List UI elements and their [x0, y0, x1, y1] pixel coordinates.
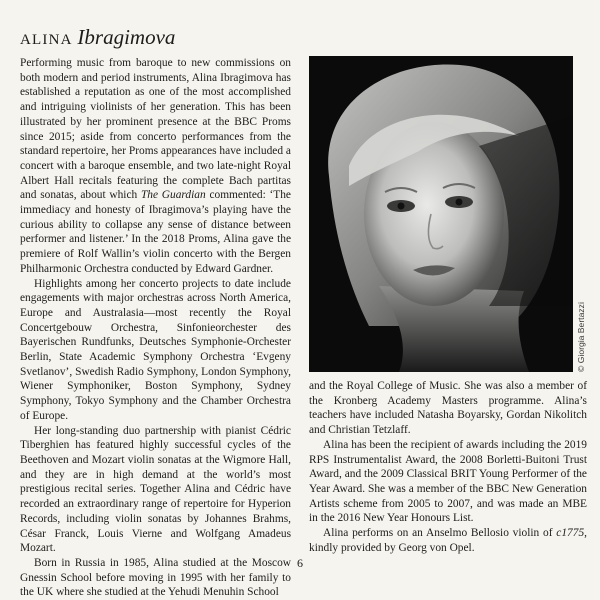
paragraph-2: Highlights among her concerto projects to date include engagements with major orchestras across North America, Europe and Australasia—most recently the Royal Concertgebouw Orchestra, Sinfonieorchester des Bayerischen Rundfunks, Deutsches Symphonie-Orchester Berlin, State Academic Symphony Orchestra ‘Evgeny Svetlanov’, Swedish Radio Symphony, London Symphony, Wiener Symphoniker, Boston Symphony, Sydney Symphony, Tokyo Symphony and the Chamber Orchestra of Europe. — [20, 277, 291, 422]
page-number: 6 — [297, 556, 303, 570]
biography-heading — [20, 26, 175, 51]
left-column — [20, 56, 291, 600]
paragraph-5: and the Royal College of Music. She was also a member of the Kronberg Academy Masters programme. Alina’s teachers have included Natasha Boyarsky, Gordan Nikolitch and Christian Tetzlaff. — [309, 380, 587, 437]
circa-date: c1775 — [556, 527, 585, 540]
paragraph-1-text-b: commented: ‘The immediacy and honesty of Ibragimova’s playing have the curious ability to collapse any sense of distance between performer and listener.’ In the 2018 Proms, Alina gave the premiere of Rolf Wallin’s violin concerto with the Bergen Philharmonic Orchestra conducted by Edward Gardner. — [20, 189, 291, 275]
heading-last-name: Ibragimova — [77, 25, 176, 49]
paragraph-7-text-a: Alina performs on an Anselmo Bellosio violin of — [323, 527, 553, 540]
paragraph-7-text-b: , kindly provided by Georg von Opel. — [309, 527, 587, 554]
paragraph-1 — [20, 56, 291, 277]
publication-title: The Guardian — [140, 189, 206, 202]
paragraph-1-text-a: Performing music from baroque to new commissions on both modern and period instruments, Alina Ibragimova has established a reputation as one of the most accomplished and intriguing violinists of her generation. This has been illustrated by her prominent presence at the BBC Proms since 2015; aside from concerto performances from the standard repertoire, her Proms appearances have included a concert with a baroque ensemble, and two late-night Royal Albert Hall recitals featuring the complete Bach partitas and sonatas, about which — [20, 57, 291, 202]
paragraph-7 — [309, 526, 587, 555]
portrait-image — [309, 56, 573, 372]
portrait-photo — [309, 56, 573, 372]
photo-credit: © Giorgia Bertazzi — [576, 302, 586, 372]
paragraph-3: Her long-standing duo partnership with pianist Cédric Tiberghien has featured highly successful cycles of the Beethoven and Mozart violin sonatas at the Wigmore Hall, and they are in high demand at the world’s most prestigious recital series. Together Alina and Cédric have recorded an extraordinary range of repertoire for Hyperion Records, including violin sonatas by Johannes Brahms, César Franck, Louis Vierne and Wolfgang Amadeus Mozart. — [20, 424, 291, 555]
right-column — [309, 379, 587, 555]
heading-first-name: ALINA — [20, 32, 73, 48]
paragraph-6: Alina has been the recipient of awards including the 2019 RPS Instrumentalist Award, the 2008 Borletti-Buitoni Trust Award, and the 2009 Classical BRIT Young Performer of the Year Award. She was a member of the BBC New Generation Artists scheme from 2005 to 2007, and was made an MBE in the 2016 New Year Honours List. — [309, 438, 587, 525]
paragraph-4: Born in Russia in 1985, Alina studied at the Moscow Gnessin School before moving in 1995 with her family to the UK where she studied at the Yehudi Menuhin School — [20, 556, 291, 599]
